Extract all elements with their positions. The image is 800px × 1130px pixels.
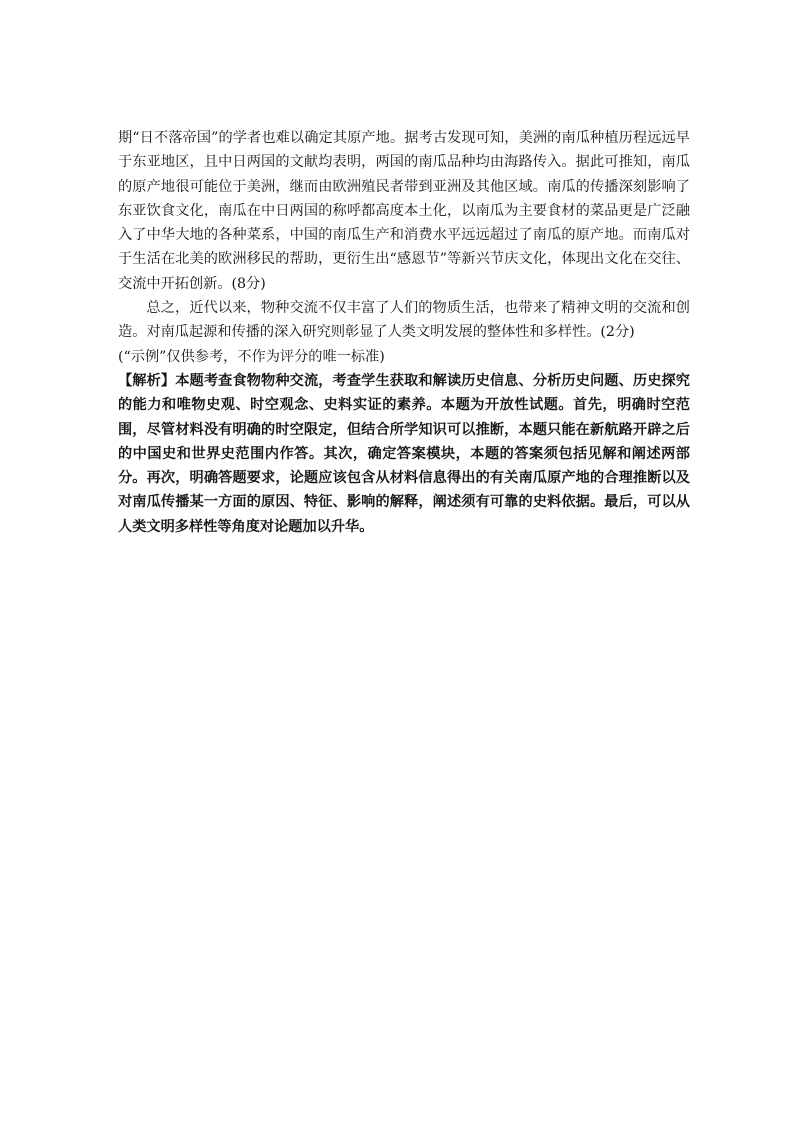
answer-paragraph-1: 期“日不落帝国”的学者也难以确定其原产地。据考古发现可知，美洲的南瓜种植历程远远早于东亚地区，且中日两国的文献均表明，两国的南瓜品种均由海路传入。据此可推知，南瓜的原产地很可能位于美洲，继而由欧洲殖民者带到亚洲及其他区域。南瓜的传播深刻影响了东亚饮食文化，南瓜在中日两国的称呼都高度本土化，以南瓜为主要食材的菜品更是广泛融入了中华大地的各种菜系，中国的南瓜生产和消费水平远远超过了南瓜的原产地。而南瓜对于生活在北美的欧洲移民的帮助，更衍生出“感恩节”等新兴节庆文化，体现出文化在交往、交流中开拓创新。(8分): [118, 130, 690, 292]
answer-content: [118, 126, 690, 539]
analysis-tag: 【解析】: [118, 372, 176, 389]
answer-note: (“示例”仅供参考，不作为评分的唯一标准): [118, 348, 385, 365]
analysis-text: 本题考查食物物种交流，考查学生获取和解读历史信息、分析历史问题、历史探究的能力和唯物史观、时空观念、史料实证的素养。本题为开放性试题。首先，明确时空范围，尽管材料没有明确的时空限定，但结合所学知识可以推断，本题只能在新航路开辟之后的中国史和世界史范围内作答。其次，确定答案模块，本题的答案须包括见解和阐述两部分。再次，明确答题要求，论题应该包含从材料信息得出的有关南瓜原产地的合理推断以及对南瓜传播某一方面的原因、特征、影响的解释，阐述须有可靠的史料依据。最后，可以从人类文明多样性等角度对论题加以升华。: [118, 372, 690, 535]
analysis-paragraph: [118, 369, 690, 539]
answer-paragraph-2: 总之，近代以来，物种交流不仅丰富了人们的物质生活，也带来了精神文明的交流和创造。对南瓜起源和传播的深入研究则彰显了人类文明发展的整体性和多样性。(2分): [118, 300, 690, 341]
